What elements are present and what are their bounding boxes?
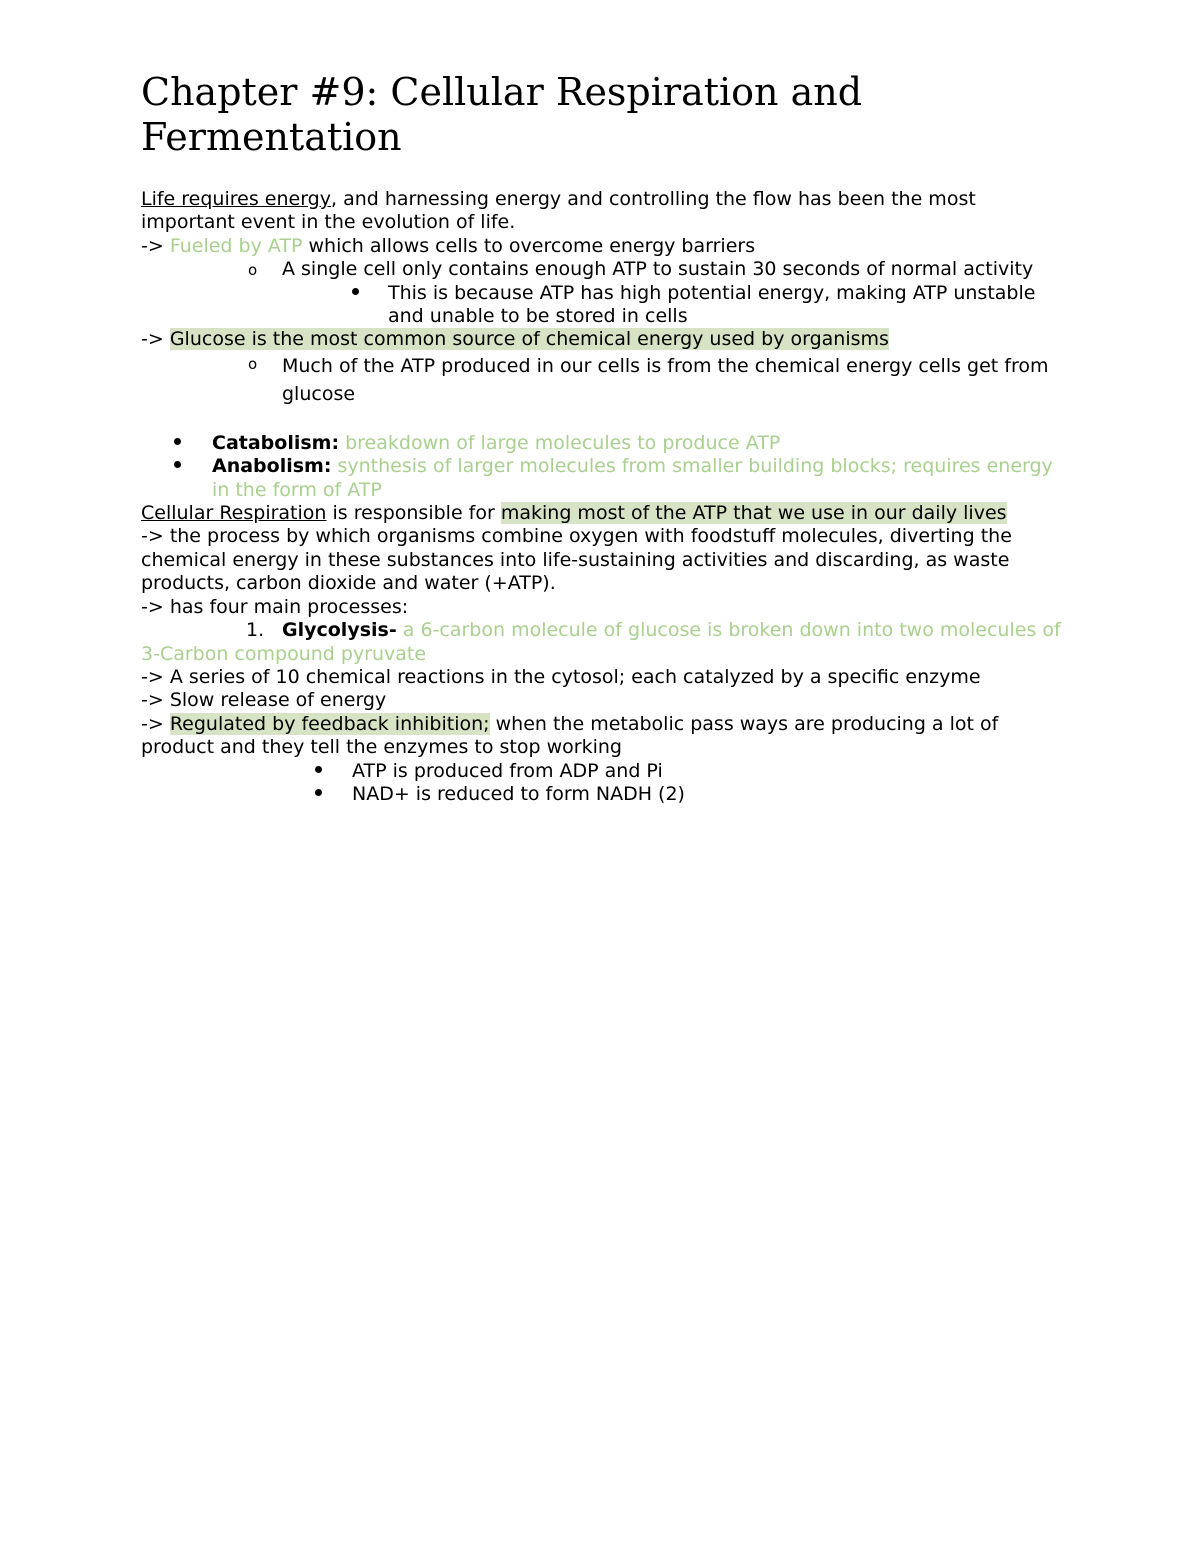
circle-bullet-icon: o — [248, 261, 258, 280]
glucose-highlight: Glucose is the most common source of chemical energy used by organisms — [169, 328, 889, 351]
definition-term: Catabolism: — [212, 431, 340, 454]
bullet-icon — [315, 760, 322, 783]
respiration-processes: -> has four main processes: — [141, 595, 409, 618]
glucose-sub-text: Much of the ATP produced in our cells is from the chemical energy cells get from glucose — [282, 354, 1049, 405]
glucose-arrow: -> — [141, 328, 164, 351]
respiration-underlined: Cellular Respiration — [141, 502, 327, 525]
bullet-icon — [352, 282, 359, 305]
intro-rest: , and harnessing energy and controlling the flow has been the most important event in the evolution of life. — [141, 188, 976, 234]
list-number: 1. — [246, 619, 265, 642]
glycolysis-term: Glycolysis- — [282, 619, 397, 642]
glycolysis-point: -> Slow release of energy — [141, 689, 387, 712]
regulated-arrow: -> — [141, 712, 164, 735]
definition-text: breakdown of large molecules to produce ATP — [339, 431, 781, 454]
bullet-icon — [174, 455, 181, 478]
glucose-sub-item — [141, 352, 1066, 408]
bullet-icon — [315, 783, 322, 806]
atp-line — [141, 235, 1066, 258]
atp-subsub-text: This is because ATP has high potential energy, making ATP unstable and unable to be stored in cells — [388, 281, 1036, 328]
page-title: Chapter #9: Cellular Respiration and Fermentation — [141, 70, 863, 159]
respiration-highlight: making most of the ATP that we use in our daily lives — [500, 502, 1007, 525]
respiration-line — [141, 502, 1066, 525]
glycolysis-bullet — [141, 783, 1066, 806]
circle-bullet-icon: o — [248, 354, 258, 373]
glucose-line — [141, 328, 1066, 351]
atp-green-text: Fueled by ATP — [169, 234, 303, 257]
definition-item-anabolism — [141, 455, 1066, 502]
respiration-definition: -> the process by which organisms combine oxygen with foodstuff molecules, diverting the chemical energy in these substances into life-sustaining activities and discarding, as waste products, carbon dioxide and water (+ATP). — [141, 525, 1012, 595]
regulated-line — [141, 713, 1066, 760]
glycolysis-definition: a 6-carbon molecule of glucose is broken down into two molecules of — [396, 619, 1061, 642]
glycolysis-bullet-text: ATP is produced from ADP and Pi — [352, 759, 663, 782]
regulated-rest: when the metabolic pass ways are producing a lot of product and they tell the enzymes to stop working — [141, 712, 999, 759]
atp-arrow: -> — [141, 234, 164, 257]
glycolysis-bullet-text: NAD+ is reduced to form NADH (2) — [352, 782, 685, 805]
glycolysis-point: -> A series of 10 chemical reactions in the cytosol; each catalyzed by a specific enzyme — [141, 665, 981, 688]
intro-paragraph — [141, 188, 1066, 235]
atp-subsub-item — [141, 282, 1066, 329]
bullet-icon — [174, 432, 181, 455]
glycolysis-bullet — [141, 760, 1066, 783]
atp-rest: which allows cells to overcome energy barriers — [302, 234, 756, 257]
definition-term: Anabolism: — [212, 455, 332, 478]
document-page — [141, 70, 1066, 806]
regulated-highlight: Regulated by feedback inhibition; — [169, 712, 490, 735]
intro-underlined: Life requires energy — [141, 188, 331, 210]
definition-text: synthesis of larger molecules from smaller building blocks; requires energy in the form of ATP — [212, 455, 1053, 501]
glycolysis-item — [141, 619, 1066, 642]
atp-sub-text: A single cell only contains enough ATP to sustain 30 seconds of normal activity — [282, 258, 1034, 281]
atp-sub-item — [141, 258, 1066, 281]
definition-item-catabolism — [141, 432, 1066, 455]
respiration-mid: is responsible for — [326, 502, 501, 525]
glycolysis-continuation: 3-Carbon compound pyruvate — [141, 642, 427, 665]
